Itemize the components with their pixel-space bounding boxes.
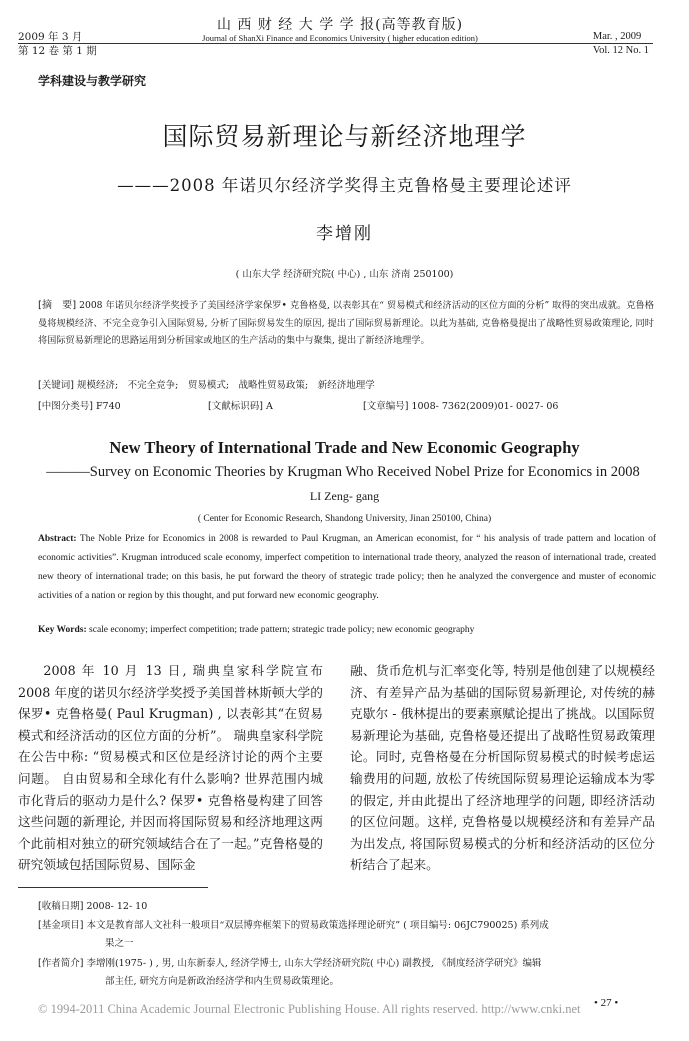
- abstract-cn-label: [摘 要]: [38, 300, 77, 311]
- abstract-cn-text: 2008 年诺贝尔经济学奖授予了美国经济学家保罗• 克鲁格曼, 以表彰其在“ 贸易模式和经济活动的区位方面的分析” 取得的突出成就。克鲁格曼将规模经济、不完全竞争引入国际贸易, 分析了国际贸易发生的原因, 提出了国际贸易新理论。以此为基础, 克鲁格曼提出了战略性贸易政策理论, 同时将国际贸易新理论的思路运用到分析国家或地区的生产活动的集中与聚集, 提出了新经济地理学。: [38, 300, 654, 346]
- abstract-en-text: The Noble Prize for Economics in 2008 is rewarded to Paul Krugman, an American economist, for “ his analysis of trade pattern and location of economic activities”. Krugman introduced scale economy, imperfect competition to international trade theory, analyzed the reason of international trade, created new theory of international trade; on this basis, he put forward the theory of strategic trade policy; then he analyzed the convergence and muster of economic activities of a nation or region by this thought, and put forward new economic geography.: [38, 534, 656, 601]
- keywords-en-text: scale economy; imperfect competition; trade pattern; strategic trade policy; new economic geography: [89, 625, 475, 635]
- author-bio-line2: 部主任, 研究方向是新政治经济学和内生贸易政策理论。: [105, 975, 340, 987]
- author-name-en: LI Zeng- gang: [309, 489, 380, 503]
- issue-date-cn: [18, 30, 97, 58]
- author-bio-line1: 李增刚(1975- ) , 男, 山东新泰人, 经济学博士, 山东大学经济研究院( 中心) 副教授, 《制度经济学研究》编辑: [86, 958, 542, 969]
- issue-date-en: [593, 30, 649, 58]
- affiliation-cn: ( 山东大学 经济研究院( 中心) , 山东 济南 250100): [235, 269, 454, 280]
- affiliation-en: ( Center for Economic Research, Shandong University, Jinan 250100, China): [197, 514, 492, 524]
- clc-value: F740: [95, 401, 121, 412]
- keywords-cn-label: [关键词]: [38, 380, 74, 391]
- keywords-cn: [38, 377, 658, 391]
- journal-title-cn: 山 西 财 经 大 学 学 报(高等教育版): [216, 17, 464, 33]
- article-number: [363, 398, 558, 412]
- received-value: 2008- 12- 10: [86, 901, 148, 912]
- column-label: 学科建设与教学研究: [38, 74, 147, 88]
- footnote-rule: [18, 887, 208, 888]
- footnote-author: [38, 955, 658, 990]
- fund-label: [基金项目]: [38, 920, 84, 931]
- article-label: [文章编号]: [363, 401, 409, 412]
- paper-title-cn: 国际贸易新理论与新经济地理学: [162, 122, 527, 151]
- footnote-received: [38, 898, 658, 916]
- abstract-en-label: Abstract:: [38, 534, 77, 544]
- paper-title-en: New Theory of International Trade and New Economic Geography: [109, 438, 580, 457]
- footnote-fund: [38, 917, 658, 952]
- keywords-en: [38, 625, 656, 635]
- issue-volume-en-line: Vol. 12 No. 1: [592, 45, 649, 56]
- body-text-left-column: 2008 年 10 月 13 日, 瑞典皇家科学院宣布 2008 年度的诺贝尔经济学奖授予美国普林斯顿大学的保罗• 克鲁格曼( Paul Krugman) , 以表彰其“在贸易模式和经济活动的区位方面的分析”。 瑞典皇家科学院在公告中称: “贸易模式和区位是经济讨论的两个主要问题。 自由贸易和全球化有什么影响? 世界范围内城市化背后的驱动力是什么? 保罗• 克鲁格曼构建了回答这些问题的新理论, 并因而将国际贸易和经济地理这两个此前相对独立的研究领域结合在了一起。”克鲁格曼的研究领域包括国际贸易、国际金: [18, 663, 323, 873]
- doc-value: A: [265, 401, 273, 412]
- keywords-en-label: Key Words:: [38, 625, 87, 635]
- copyright-notice: © 1994-2011 China Academic Journal Electronic Publishing House. All rights reserved. http://www.cnki.net: [38, 1002, 581, 1016]
- paper-subtitle-cn: ———2008 年诺贝尔经济学奖得主克鲁格曼主要理论述评: [117, 176, 572, 195]
- clc-number: [38, 398, 121, 412]
- paper-subtitle-en: ———Survey on Economic Theories by Krugman Who Received Nobel Prize for Economics in 2008: [46, 464, 640, 480]
- keywords-cn-text: 规模经济; 不完全竞争; 贸易模式; 战略性贸易政策; 新经济地理学: [76, 380, 375, 391]
- header-rule: [18, 43, 653, 44]
- page-number: • 27 •: [594, 997, 619, 1009]
- author-bio-label: [作者简介]: [38, 958, 84, 969]
- fund-value-line2: 果之一: [105, 937, 134, 949]
- doc-label: [文献标识码]: [208, 401, 263, 412]
- fund-value-line1: 本文是教育部人文社科一般项目“双层博弈框架下的贸易政策选择理论研究” ( 项目编号: 06JC790025) 系列成: [86, 920, 549, 931]
- body-text-right-column: 融、货币危机与汇率变化等, 特别是他创建了以规模经济、有差异产品为基础的国际贸易新理论, 对传统的赫克歇尔 - 俄林提出的要素禀赋论提出了挑战。以国际贸易新理论为基础, 克鲁格曼还提出了战略性贸易政策理论。同时, 克鲁格曼在分析国际贸易模式的时候考虑运输费用的问题, 放松了传统国际贸易理论运输成本为零的假定, 并由此提出了经济地理学的问题, 即经济活动的区位问题。这样, 克鲁格曼以规模经济和有差异产品为出发点, 将国际贸易模式的分析和经济活动的区位分析结合了起来。: [350, 663, 655, 873]
- abstract-en: [38, 530, 656, 606]
- issue-volume-line: 第 12 卷 第 1 期: [18, 45, 97, 57]
- article-value: 1008- 7362(2009)01- 0027- 06: [411, 401, 559, 412]
- issue-date-en-line: Mar. , 2009: [592, 31, 642, 42]
- author-name-cn: 李增刚: [316, 224, 373, 244]
- abstract-cn: [38, 297, 654, 350]
- issue-date-line: 2009 年 3 月: [18, 31, 83, 43]
- clc-label: [中图分类号]: [38, 401, 93, 412]
- doc-code: [208, 398, 273, 412]
- journal-title-en: Journal of ShanXi Finance and Economics University ( higher education edition): [202, 33, 478, 43]
- received-label: [收稿日期]: [38, 901, 84, 912]
